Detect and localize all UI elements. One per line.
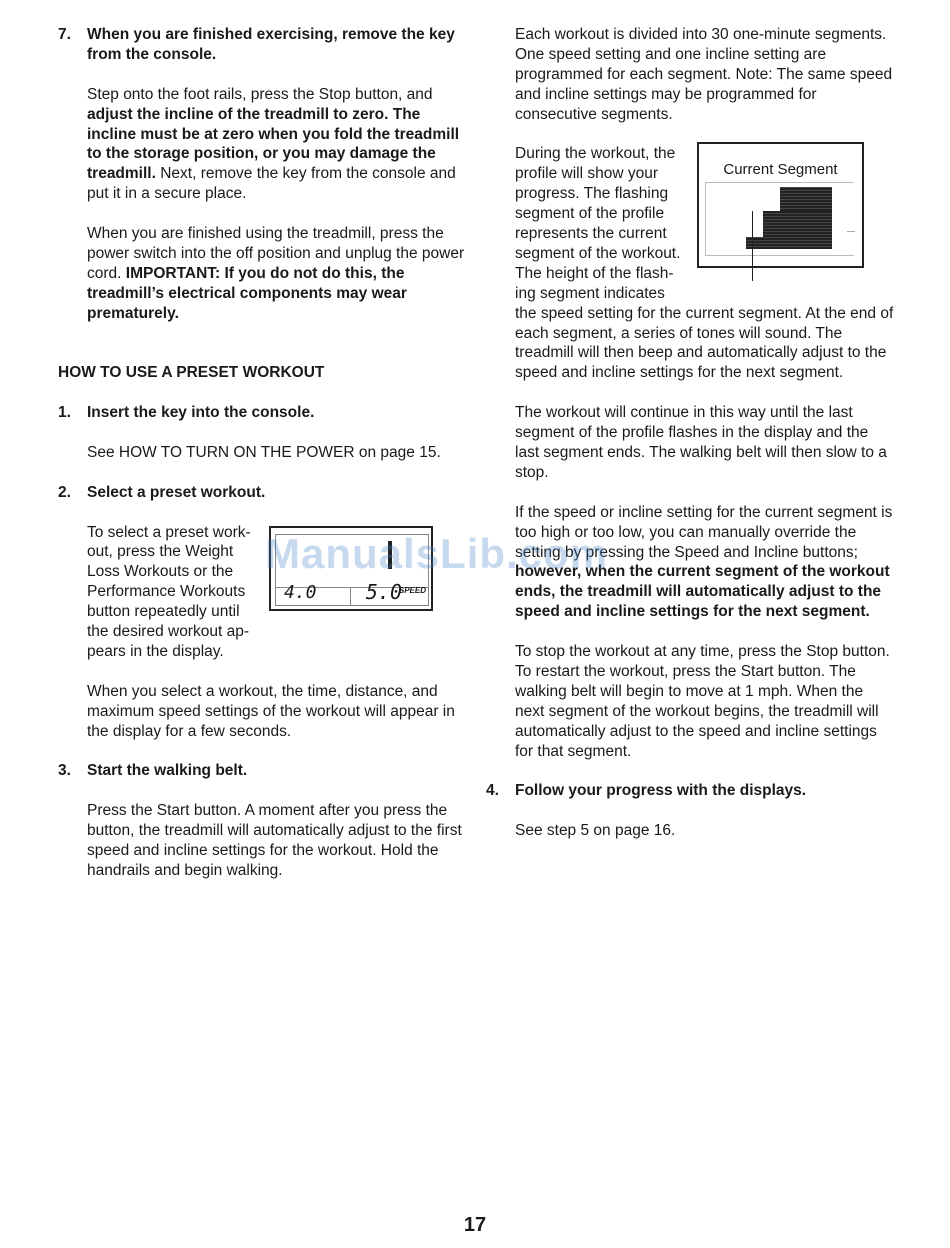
step-2-with-figure xyxy=(58,523,468,662)
lcd-small-digits: 4.0 xyxy=(284,581,317,603)
step-number: 1. xyxy=(58,404,71,422)
current-segment-label: Current Segment xyxy=(723,161,838,179)
profile-segment xyxy=(746,237,832,249)
profile-paragraph-with-figure xyxy=(486,144,896,303)
current-segment-pointer xyxy=(752,211,753,281)
step-1 xyxy=(58,403,468,423)
step-number: 4. xyxy=(486,782,499,800)
step-7-paragraph-2: When you are finished using the treadmill, press the power switch into the off position and unplug the power cord. IMPORTANT: If you do not do this, the treadmill’s electrical components may wear prematurely. xyxy=(87,225,465,322)
step-4 xyxy=(486,781,896,801)
segments-paragraph: Each workout is divided into 30 one-minute segments. One speed setting and one incline setting are programmed for each segment. Note: The same speed and incline settings may be programmed for consecutive segments. xyxy=(515,26,893,123)
step-2-text-2: When you select a workout, the time, distance, and maximum speed settings of the workout will appear in the display for a few seconds. xyxy=(87,682,455,740)
step-4-text: See step 5 on page 16. xyxy=(515,822,676,840)
step-1-text: See HOW TO TURN ON THE POWER on page 15. xyxy=(87,443,441,461)
lcd-speed-digits: 5.0 xyxy=(365,579,402,604)
step-heading: When you are finished exercising, remove the key from the console. xyxy=(87,26,455,63)
step-number: 3. xyxy=(58,762,71,780)
profile-paragraph-lines: During the workout, the profile will show your progress. The flashing segment of the profile represents the current segment of the workout. The height of the flash- ing segment indicates xyxy=(515,145,681,302)
step-heading: Start the walking belt. xyxy=(87,762,248,780)
step-3 xyxy=(58,761,468,781)
workout-continue-paragraph: The workout will continue in this way until the last segment of the profile flashes in the display and the last segment ends. The walking belt will then slow to a stop. xyxy=(515,404,887,481)
profile-segment xyxy=(780,187,832,211)
stop-workout-paragraph: To stop the workout at any time, press the Stop button. To restart the workout, press the Start button. The walking belt will begin to move at 1 mph. When the next segment of the workout begins, the treadmill will automatically adjust to the speed and incline settings for that segment. xyxy=(515,643,890,760)
current-segment-illustration xyxy=(697,142,864,268)
step-2 xyxy=(58,483,468,503)
section-title: HOW TO USE A PRESET WORKOUT xyxy=(58,364,325,382)
step-heading: Follow your progress with the displays. xyxy=(515,782,807,800)
console-display-illustration xyxy=(269,526,433,611)
lcd-speed-label: SPEED xyxy=(398,585,426,595)
step-7-paragraph-1: Step onto the foot rails, press the Stop button, and adjust the incline of the treadmill to zero. The incline must be at zero when you fold the treadmill to the storage position, or you may damage the treadmill. Next, remove the key from the console and put it in a secure place. xyxy=(87,85,460,203)
step-number: 2. xyxy=(58,483,71,501)
step-heading: Insert the key into the console. xyxy=(87,404,315,422)
right-column xyxy=(486,25,896,841)
step-2-text: To select a preset work- out, press the Weight Loss Workouts or the Performance Workouts button repeatedly until the desired workout ap- pears in the display. xyxy=(87,523,251,660)
profile-plot xyxy=(705,182,854,256)
step-7 xyxy=(58,25,468,65)
profile-bar xyxy=(388,541,392,569)
override-paragraph: If the speed or incline setting for the current segment is too high or too low, you can manually override the setting by pressing the Speed and Incline buttons; however, when the current segment of the workout ends, the treadmill will automatically adjust to the speed and incline settings for the next segment. xyxy=(515,503,893,621)
page-number: 17 xyxy=(463,1214,487,1236)
profile-segment xyxy=(763,211,832,237)
profile-paragraph-rest: the speed setting for the current segment. At the end of each segment, a series of tones will sound. The treadmill will then beep and automatically adjust to the speed and incline settings for the next segment. xyxy=(515,304,894,382)
step-3-text: Press the Start button. A moment after you press the button, the treadmill will automatically adjust to the first speed and incline settings for the workout. Hold the handrails and begin walking. xyxy=(87,802,462,879)
watermark: ManualsLib.com xyxy=(265,530,609,577)
step-heading: Select a preset workout. xyxy=(87,483,266,501)
left-column xyxy=(58,25,468,881)
step-number: 7. xyxy=(58,26,71,43)
